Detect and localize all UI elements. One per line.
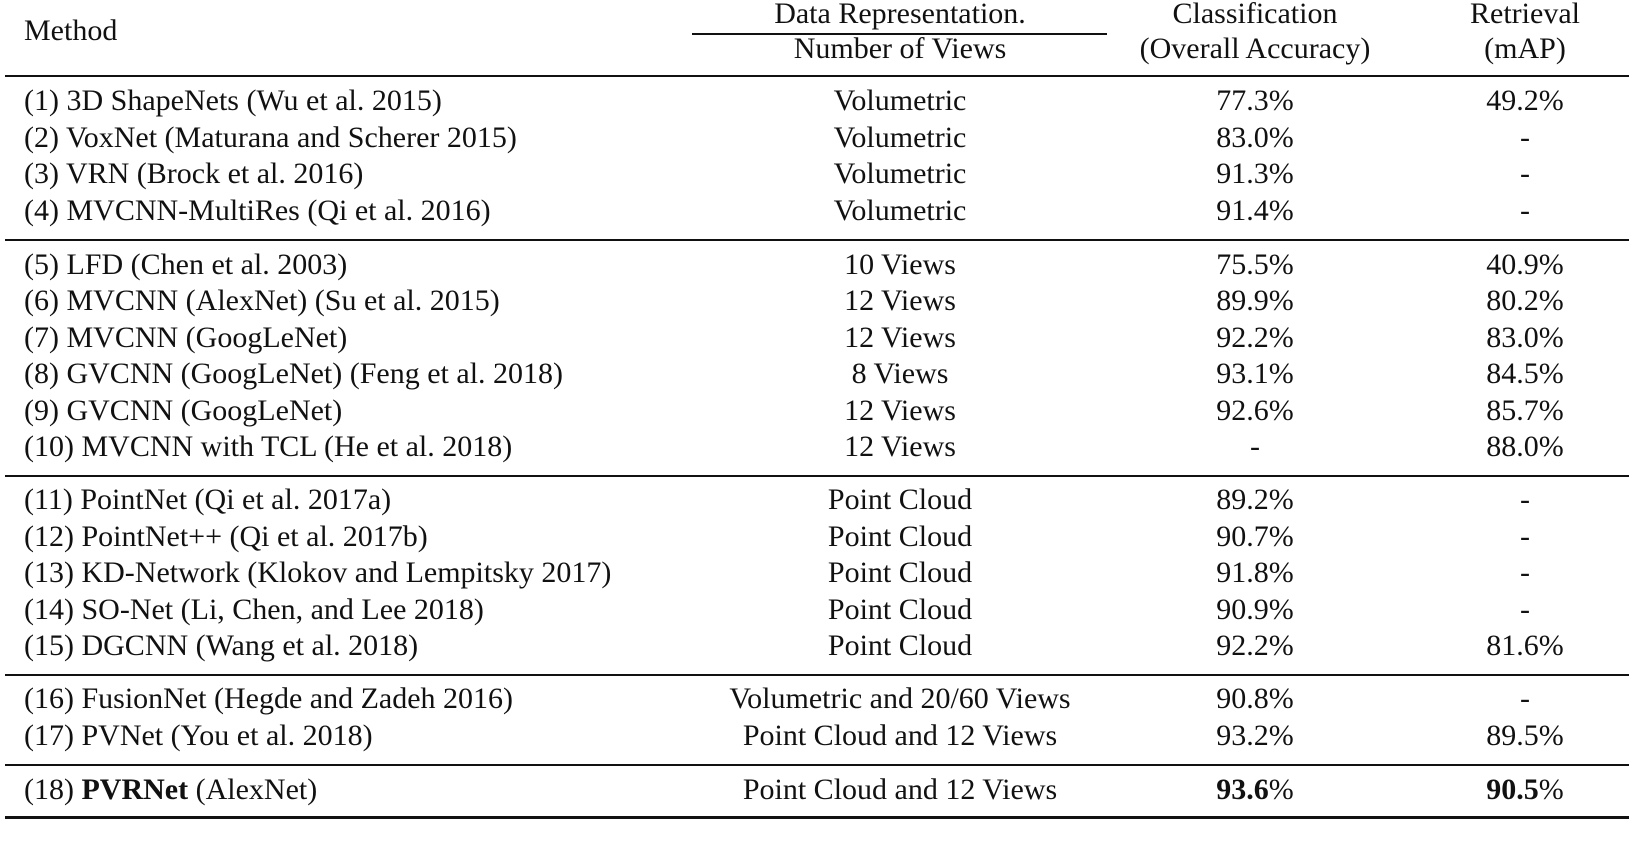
ret-cell: - bbox=[1520, 556, 1530, 589]
group-divider bbox=[5, 674, 1629, 676]
cls-cell: 90.7% bbox=[1216, 520, 1294, 553]
method-cell: (5) LFD (Chen et al. 2003) bbox=[24, 248, 348, 281]
method-cell: (14) SO-Net (Li, Chen, and Lee 2018) bbox=[24, 593, 484, 626]
ret-cell: - bbox=[1520, 483, 1530, 516]
method-cell: (16) FusionNet (Hegde and Zadeh 2016) bbox=[24, 682, 514, 715]
method-cell: (13) KD-Network (Klokov and Lempitsky 2017) bbox=[24, 556, 612, 589]
cls-cell: 91.8% bbox=[1216, 556, 1294, 589]
method-cell: (3) VRN (Brock et al. 2016) bbox=[24, 157, 364, 190]
rep-cell: Point Cloud bbox=[827, 520, 973, 553]
method-cell: (9) GVCNN (GoogLeNet) bbox=[24, 394, 343, 427]
method-cell: (15) DGCNN (Wang et al. 2018) bbox=[24, 629, 419, 662]
rep-cell: 10 Views bbox=[844, 248, 956, 281]
ret-cell: - bbox=[1520, 682, 1530, 715]
rep-cell: Point Cloud bbox=[827, 556, 973, 589]
rep-cell: Volumetric bbox=[833, 194, 967, 227]
ret-cell: 84.5% bbox=[1486, 357, 1564, 390]
header-data-rep-top: Data Representation. bbox=[774, 0, 1026, 30]
method-cell: (7) MVCNN (GoogLeNet) bbox=[24, 321, 348, 354]
ret-cell: 83.0% bbox=[1486, 321, 1564, 354]
ret-cell: 89.5% bbox=[1486, 719, 1564, 752]
method-cell: (12) PointNet++ (Qi et al. 2017b) bbox=[24, 520, 428, 553]
rep-cell: Volumetric and 20/60 Views bbox=[729, 682, 1071, 715]
ret-cell: 40.9% bbox=[1486, 248, 1564, 281]
cls-cell: 83.0% bbox=[1216, 121, 1294, 154]
rep-cell: 12 Views bbox=[844, 394, 956, 427]
ret-cell: 81.6% bbox=[1486, 629, 1564, 662]
ret-cell: 90.5% bbox=[1486, 773, 1564, 806]
cls-cell: 90.9% bbox=[1216, 593, 1294, 626]
rep-cell: Point Cloud and 12 Views bbox=[742, 719, 1058, 752]
ret-cell: - bbox=[1520, 121, 1530, 154]
method-cell: (10) MVCNN with TCL (He et al. 2018) bbox=[24, 430, 513, 463]
ret-cell: - bbox=[1520, 593, 1530, 626]
cls-cell: 93.1% bbox=[1216, 357, 1294, 390]
rep-cell: 8 Views bbox=[851, 357, 949, 390]
cls-cell: 93.2% bbox=[1216, 719, 1294, 752]
rep-cell: 12 Views bbox=[844, 321, 956, 354]
header-cls-top: Classification bbox=[1172, 0, 1338, 30]
rep-cell: Volumetric bbox=[833, 84, 967, 117]
header-ret-top: Retrieval bbox=[1470, 0, 1580, 30]
bottomrule bbox=[5, 816, 1629, 819]
rep-cell: Point Cloud bbox=[827, 483, 973, 516]
rep-cell: 12 Views bbox=[844, 284, 956, 317]
rep-cell: 12 Views bbox=[844, 430, 956, 463]
header-cls-bottom: (Overall Accuracy) bbox=[1139, 32, 1371, 65]
header-ret-bottom: (mAP) bbox=[1484, 32, 1566, 65]
rep-cell: Point Cloud bbox=[827, 593, 973, 626]
cls-cell: 92.2% bbox=[1216, 629, 1294, 662]
ret-cell: - bbox=[1520, 194, 1530, 227]
cls-cell: 75.5% bbox=[1216, 248, 1294, 281]
cls-cell: 89.9% bbox=[1216, 284, 1294, 317]
rep-cell: Point Cloud and 12 Views bbox=[742, 773, 1058, 806]
group-divider bbox=[5, 475, 1629, 477]
header-data-rep-bottom: Number of Views bbox=[793, 32, 1007, 65]
ret-cell: - bbox=[1520, 520, 1530, 553]
rep-cell: Volumetric bbox=[833, 121, 967, 154]
method-cell: (6) MVCNN (AlexNet) (Su et al. 2015) bbox=[24, 284, 500, 317]
method-cell: (17) PVNet (You et al. 2018) bbox=[24, 719, 373, 752]
ret-cell: 49.2% bbox=[1486, 84, 1564, 117]
ret-cell: 80.2% bbox=[1486, 284, 1564, 317]
group-divider bbox=[5, 239, 1629, 241]
ret-cell: - bbox=[1520, 157, 1530, 190]
cls-cell: 91.4% bbox=[1216, 194, 1294, 227]
cls-cell: 92.2% bbox=[1216, 321, 1294, 354]
ret-cell: 88.0% bbox=[1486, 430, 1564, 463]
group-divider bbox=[5, 764, 1629, 766]
ret-cell: 85.7% bbox=[1486, 394, 1564, 427]
method-cell: (1) 3D ShapeNets (Wu et al. 2015) bbox=[24, 84, 442, 117]
method-cell: (4) MVCNN-MultiRes (Qi et al. 2016) bbox=[24, 194, 491, 227]
cls-cell: 93.6% bbox=[1216, 773, 1294, 806]
method-cell: (2) VoxNet (Maturana and Scherer 2015) bbox=[24, 121, 517, 154]
method-cell: (18) PVRNet (AlexNet) bbox=[24, 773, 318, 806]
header-method: Method bbox=[24, 14, 118, 47]
rep-cell: Volumetric bbox=[833, 157, 967, 190]
cls-cell: 90.8% bbox=[1216, 682, 1294, 715]
method-cell: (8) GVCNN (GoogLeNet) (Feng et al. 2018) bbox=[24, 357, 564, 390]
cls-cell: 89.2% bbox=[1216, 483, 1294, 516]
rep-cell: Point Cloud bbox=[827, 629, 973, 662]
cls-cell: 77.3% bbox=[1216, 84, 1294, 117]
method-cell: (11) PointNet (Qi et al. 2017a) bbox=[24, 483, 392, 516]
cls-cell: 91.3% bbox=[1216, 157, 1294, 190]
cls-cell: 92.6% bbox=[1216, 394, 1294, 427]
midrule bbox=[5, 75, 1629, 77]
cls-cell: - bbox=[1250, 430, 1260, 463]
